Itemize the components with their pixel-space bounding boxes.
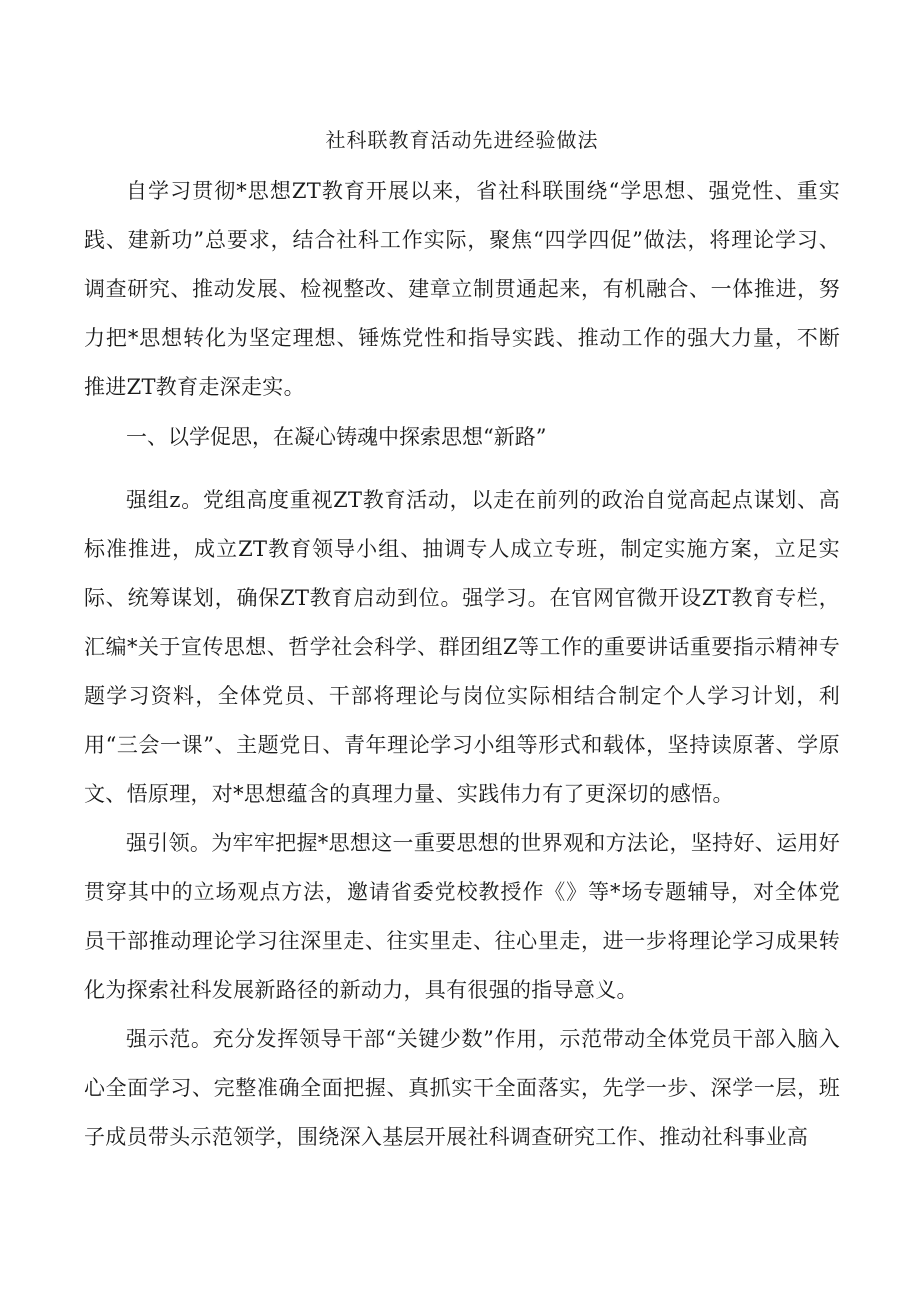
document-title: 社科联教育活动先进经验做法 bbox=[325, 128, 599, 152]
paragraph-organize-learning: 强组z。党组高度重视ZT教育活动，以走在前列的政治自觉高起点谋划、高标准推进，成立ZT教育领导小组、抽调专人成立专班，制定实施方案，立足实际、统筹谋划，确保ZT教育启动到位。强学习。在官网官微开设ZT教育专栏，汇编*关于宣传思想、哲学社会科学、群团组Z等工作的重要讲话重要指示精神专题学习资料，全体党员、干部将理论与岗位实际相结合制定个人学习计划，利用“三会一课”、主题党日、青年理论学习小组等形式和载体，坚持读原著、学原文、悟原理，对*思想蕴含的真理力量、实践伟力有了更深切的感悟。 bbox=[84, 488, 840, 806]
intro-paragraph: 自学习贯彻*思想ZT教育开展以来，省社科联围绕“学思想、强党性、重实践、建新功”总要求，结合社科工作实际，聚焦“四学四促”做法，将理论学习、调查研究、推动发展、检视整改、建章立制贯通起来，有机融合、一体推进，努力把*思想转化为坚定理想、锤炼党性和指导实践、推动工作的强大力量，不断推进ZT教育走深走实。 bbox=[84, 179, 840, 399]
section-heading: 一、以学促思，在凝心铸魂中探索思想“新路” bbox=[126, 425, 547, 449]
paragraph-leadership: 强引领。为牢牢把握*思想这一重要思想的世界观和方法论，坚持好、运用好贯穿其中的立场观点方法，邀请省委党校教授作《》等*场专题辅导，对全体党员干部推动理论学习往深里走、往实里走、往心里走，进一步将理论学习成果转化为探索社科发展新路径的新动力，具有很强的指导意义。 bbox=[84, 831, 840, 1002]
paragraph-demonstration: 强示范。充分发挥领导干部“关键少数”作用，示范带动全体党员干部入脑入心全面学习、完整准确全面把握、真抓实干全面落实，先学一步、深学一层，班子成员带头示范领学，围绕深入基层开展社科调查研究工作、推动社科事业高 bbox=[84, 1027, 840, 1149]
